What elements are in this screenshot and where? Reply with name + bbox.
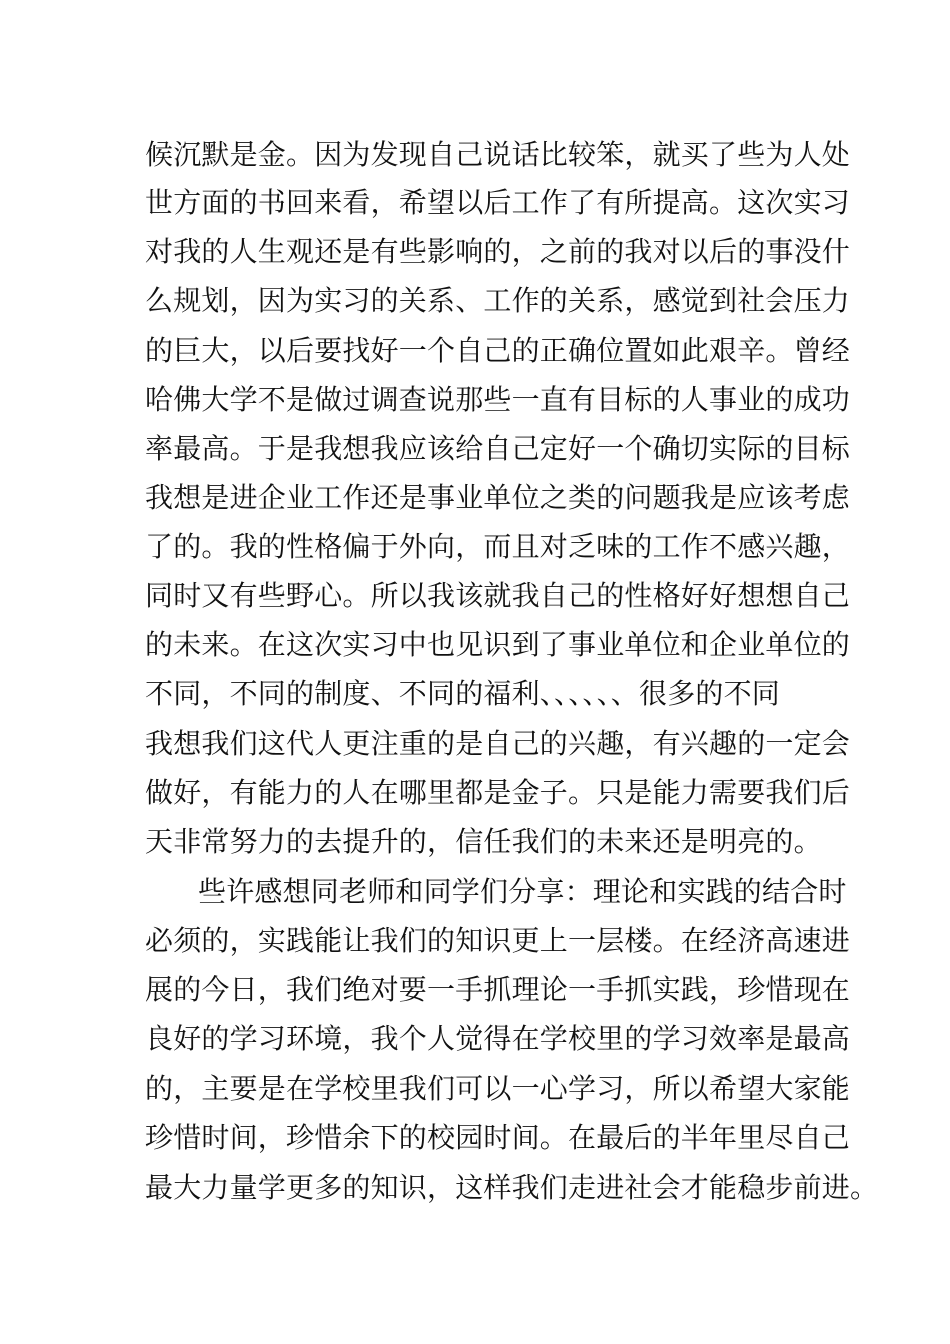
text-line: 率最高。于是我想我应该给自己定好一个确切实际的目标	[145, 432, 851, 465]
text-line: 珍惜时间，珍惜余下的校园时间。在最后的半年里尽自己	[145, 1121, 851, 1154]
text-line: 世方面的书回来看，希望以后工作了有所提高。这次实习	[145, 186, 851, 219]
text-line: 的巨大，以后要找好一个自己的正确位置如此艰辛。曾经	[145, 334, 851, 367]
text-line: 不同，不同的制度、不同的福利、、、、、、很多的不同	[145, 677, 781, 710]
text-line: 展的今日，我们绝对要一手抓理论一手抓实践，珍惜现在	[145, 973, 851, 1006]
text-line: 我想是进企业工作还是事业单位之类的问题我是应该考虑	[145, 481, 851, 514]
text-line: 我想我们这代人更注重的是自己的兴趣，有兴趣的一定会	[145, 727, 851, 760]
text-line: 对我的人生观还是有些影响的，之前的我对以后的事没什	[145, 235, 851, 268]
text-line: 了的。我的性格偏于外向，而且对乏味的工作不感兴趣，	[145, 530, 851, 563]
text-line: 必须的，实践能让我们的知识更上一层楼。在经济高速进	[145, 924, 851, 957]
text-line: 哈佛大学不是做过调查说那些一直有目标的人事业的成功	[145, 383, 851, 416]
text-line: 良好的学习环境，我个人觉得在学校里的学习效率是最高	[145, 1022, 851, 1055]
text-line: 同时又有些野心。所以我该就我自己的性格好好想想自己	[145, 579, 851, 612]
text-line: 天非常努力的去提升的，信任我们的未来还是明亮的。	[145, 825, 822, 858]
text-line: 候沉默是金。因为发现自己说话比较笨，就买了些为人处	[145, 138, 851, 171]
text-line: 的，主要是在学校里我们可以一心学习，所以希望大家能	[145, 1072, 851, 1105]
text-line: 的未来。在这次实习中也见识到了事业单位和企业单位的	[145, 628, 851, 661]
paragraph-first-line: 些许感想同老师和同学们分享：理论和实践的结合时	[198, 875, 847, 908]
text-line: 么规划，因为实习的关系、工作的关系，感觉到社会压力	[145, 284, 851, 317]
text-line: 最大力量学更多的知识，这样我们走进社会才能稳步前进。	[145, 1171, 879, 1204]
text-line: 做好，有能力的人在哪里都是金子。只是能力需要我们后	[145, 776, 851, 809]
